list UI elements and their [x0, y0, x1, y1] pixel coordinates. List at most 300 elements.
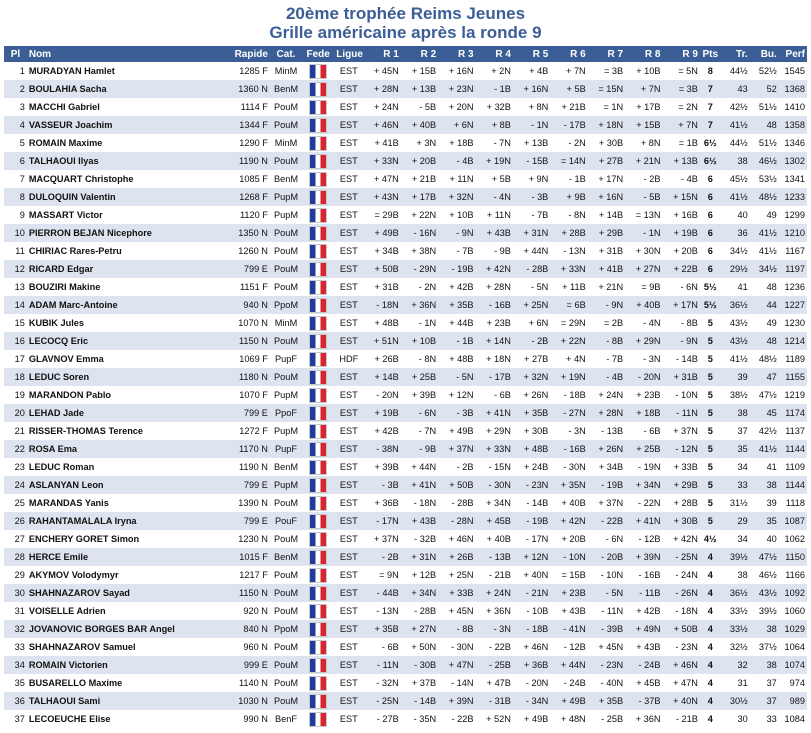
league-cell: EST: [334, 332, 363, 350]
league-cell: EST: [334, 296, 363, 314]
round-1-cell: + 49B: [363, 224, 400, 242]
round-2-cell: - 28B: [401, 602, 438, 620]
round-7-cell: - 13B: [588, 422, 625, 440]
round-8-cell: - 4N: [625, 314, 662, 332]
rating-cell: 1150 N: [226, 584, 270, 602]
column-header: Cat.: [270, 46, 302, 62]
federation-cell: [302, 206, 334, 224]
federation-cell: [302, 584, 334, 602]
round-4-cell: - 15N: [476, 458, 513, 476]
round-8-cell: - 3N: [625, 350, 662, 368]
points-cell: 4: [700, 602, 721, 620]
round-1-cell: - 17N: [363, 512, 400, 530]
points-cell: 5: [700, 332, 721, 350]
federation-cell: [302, 656, 334, 674]
performance-cell: 1155: [779, 368, 807, 386]
round-8-cell: - 6B: [625, 422, 662, 440]
league-cell: EST: [334, 80, 363, 98]
round-4-cell: - 13B: [476, 548, 513, 566]
category-cell: PouM: [270, 242, 302, 260]
player-name-cell: AKYMOV Volodymyr: [27, 566, 226, 584]
round-1-cell: + 48B: [363, 314, 400, 332]
performance-cell: 1227: [779, 296, 807, 314]
round-6-cell: + 22N: [550, 332, 587, 350]
france-flag-icon: [309, 442, 327, 457]
tiebreak-bu-cell: 41½: [750, 242, 779, 260]
points-cell: 4: [700, 710, 721, 728]
round-4-cell: + 18N: [476, 350, 513, 368]
round-2-cell: + 17B: [401, 188, 438, 206]
round-1-cell: = 29B: [363, 206, 400, 224]
rating-cell: 799 E: [226, 476, 270, 494]
table-row: [4, 98, 807, 116]
round-1-cell: = 9N: [363, 566, 400, 584]
table-row: [4, 242, 807, 260]
standings-table: [4, 46, 807, 728]
tiebreak-bu-cell: 48: [750, 278, 779, 296]
round-9-cell: + 40N: [662, 692, 699, 710]
round-4-cell: + 36N: [476, 602, 513, 620]
round-9-cell: + 46N: [662, 656, 699, 674]
round-5-cell: + 12N: [513, 548, 550, 566]
player-name-cell: BUSARELLO Maxime: [27, 674, 226, 692]
rating-cell: 1085 F: [226, 170, 270, 188]
round-8-cell: + 36N: [625, 710, 662, 728]
round-7-cell: - 22B: [588, 512, 625, 530]
rating-cell: 1150 N: [226, 332, 270, 350]
points-cell: 4: [700, 692, 721, 710]
rating-cell: 1260 N: [226, 242, 270, 260]
round-5-cell: - 5N: [513, 278, 550, 296]
round-2-cell: + 50N: [401, 638, 438, 656]
round-9-cell: + 16B: [662, 206, 699, 224]
category-cell: PupF: [270, 440, 302, 458]
round-6-cell: = 14N: [550, 152, 587, 170]
france-flag-icon: [309, 640, 327, 655]
tiebreak-tr-cell: 36½: [721, 584, 750, 602]
tiebreak-tr-cell: 37: [721, 422, 750, 440]
tiebreak-tr-cell: 34: [721, 530, 750, 548]
round-9-cell: - 8B: [662, 314, 699, 332]
round-3-cell: + 49B: [438, 422, 475, 440]
round-4-cell: + 11N: [476, 206, 513, 224]
france-flag-icon: [309, 262, 327, 277]
rank-cell: 30: [4, 584, 27, 602]
category-cell: PouM: [270, 152, 302, 170]
federation-cell: [302, 440, 334, 458]
round-4-cell: - 30N: [476, 476, 513, 494]
round-3-cell: + 50B: [438, 476, 475, 494]
round-6-cell: + 28B: [550, 224, 587, 242]
round-9-cell: + 29B: [662, 476, 699, 494]
round-4-cell: - 6B: [476, 386, 513, 404]
round-2-cell: + 22N: [401, 206, 438, 224]
france-flag-icon: [309, 370, 327, 385]
round-9-cell: = 1B: [662, 134, 699, 152]
round-9-cell: + 37N: [662, 422, 699, 440]
tiebreak-bu-cell: 39: [750, 494, 779, 512]
round-8-cell: + 21N: [625, 152, 662, 170]
column-header: Tr.: [721, 46, 750, 62]
player-name-cell: ROMAIN Victorien: [27, 656, 226, 674]
tiebreak-tr-cell: 39: [721, 368, 750, 386]
league-cell: EST: [334, 260, 363, 278]
round-5-cell: - 15B: [513, 152, 550, 170]
league-cell: EST: [334, 530, 363, 548]
tiebreak-tr-cell: 44½: [721, 134, 750, 152]
tiebreak-tr-cell: 40: [721, 206, 750, 224]
round-6-cell: + 42N: [550, 512, 587, 530]
rating-cell: 940 N: [226, 296, 270, 314]
round-3-cell: + 37N: [438, 440, 475, 458]
federation-cell: [302, 710, 334, 728]
rank-cell: 10: [4, 224, 27, 242]
player-name-cell: LEDUC Roman: [27, 458, 226, 476]
round-4-cell: + 34N: [476, 494, 513, 512]
league-cell: EST: [334, 638, 363, 656]
round-1-cell: + 24N: [363, 98, 400, 116]
points-cell: 5: [700, 350, 721, 368]
league-cell: EST: [334, 98, 363, 116]
table-row: [4, 548, 807, 566]
points-cell: 5: [700, 386, 721, 404]
league-cell: EST: [334, 278, 363, 296]
round-2-cell: + 27N: [401, 620, 438, 638]
table-row: [4, 476, 807, 494]
round-1-cell: + 51N: [363, 332, 400, 350]
round-8-cell: + 30N: [625, 242, 662, 260]
round-7-cell: + 18N: [588, 116, 625, 134]
rank-cell: 32: [4, 620, 27, 638]
round-9-cell: - 25N: [662, 548, 699, 566]
round-7-cell: = 2B: [588, 314, 625, 332]
round-2-cell: + 20B: [401, 152, 438, 170]
performance-cell: 1118: [779, 494, 807, 512]
round-2-cell: - 18N: [401, 494, 438, 512]
federation-cell: [302, 512, 334, 530]
federation-cell: [302, 620, 334, 638]
tiebreak-bu-cell: 41½: [750, 440, 779, 458]
round-7-cell: - 10N: [588, 566, 625, 584]
federation-cell: [302, 350, 334, 368]
rank-cell: 12: [4, 260, 27, 278]
round-5-cell: - 7B: [513, 206, 550, 224]
round-1-cell: - 38N: [363, 440, 400, 458]
round-4-cell: + 42N: [476, 260, 513, 278]
round-5-cell: - 10B: [513, 602, 550, 620]
round-2-cell: + 43B: [401, 512, 438, 530]
player-name-cell: HERCE Emile: [27, 548, 226, 566]
rank-cell: 1: [4, 62, 27, 80]
round-9-cell: - 4B: [662, 170, 699, 188]
round-7-cell: + 35B: [588, 692, 625, 710]
tiebreak-bu-cell: 48: [750, 116, 779, 134]
league-cell: EST: [334, 548, 363, 566]
points-cell: 6: [700, 260, 721, 278]
round-4-cell: - 22B: [476, 638, 513, 656]
tiebreak-tr-cell: 41: [721, 278, 750, 296]
round-3-cell: - 30N: [438, 638, 475, 656]
round-7-cell: + 41B: [588, 260, 625, 278]
league-cell: EST: [334, 566, 363, 584]
round-2-cell: + 41N: [401, 476, 438, 494]
tiebreak-bu-cell: 46½: [750, 152, 779, 170]
round-2-cell: - 30B: [401, 656, 438, 674]
round-2-cell: + 13B: [401, 80, 438, 98]
france-flag-icon: [309, 100, 327, 115]
round-6-cell: - 2N: [550, 134, 587, 152]
player-name-cell: VASSEUR Joachim: [27, 116, 226, 134]
federation-cell: [302, 386, 334, 404]
round-5-cell: + 46N: [513, 638, 550, 656]
round-2-cell: + 37B: [401, 674, 438, 692]
round-8-cell: + 7N: [625, 80, 662, 98]
round-3-cell: - 1B: [438, 332, 475, 350]
round-5-cell: + 35B: [513, 404, 550, 422]
tiebreak-tr-cell: 41½: [721, 350, 750, 368]
table-row: [4, 638, 807, 656]
performance-cell: 1197: [779, 260, 807, 278]
round-9-cell: + 7N: [662, 116, 699, 134]
round-8-cell: + 10B: [625, 62, 662, 80]
points-cell: 6: [700, 242, 721, 260]
rank-cell: 9: [4, 206, 27, 224]
round-2-cell: + 12B: [401, 566, 438, 584]
page-title: 20ème trophée Reims Jeunes: [285, 4, 526, 23]
round-4-cell: + 43B: [476, 224, 513, 242]
league-cell: EST: [334, 206, 363, 224]
round-3-cell: + 47N: [438, 656, 475, 674]
france-flag-icon: [309, 82, 327, 97]
round-4-cell: - 3N: [476, 620, 513, 638]
table-row: [4, 530, 807, 548]
round-9-cell: = 2N: [662, 98, 699, 116]
points-cell: 7: [700, 80, 721, 98]
france-flag-icon: [309, 676, 327, 691]
round-7-cell: + 30B: [588, 134, 625, 152]
league-cell: EST: [334, 368, 363, 386]
round-1-cell: - 18N: [363, 296, 400, 314]
tiebreak-tr-cell: 33½: [721, 602, 750, 620]
column-header: R 4: [476, 46, 513, 62]
tiebreak-bu-cell: 52½: [750, 62, 779, 80]
round-6-cell: - 41N: [550, 620, 587, 638]
points-cell: 5½: [700, 296, 721, 314]
rating-cell: 1170 N: [226, 440, 270, 458]
round-5-cell: + 36B: [513, 656, 550, 674]
rating-cell: 960 N: [226, 638, 270, 656]
round-7-cell: - 6N: [588, 530, 625, 548]
performance-cell: 1214: [779, 332, 807, 350]
round-7-cell: + 45N: [588, 638, 625, 656]
tiebreak-tr-cell: 30½: [721, 692, 750, 710]
round-2-cell: - 29N: [401, 260, 438, 278]
points-cell: 6: [700, 188, 721, 206]
tiebreak-tr-cell: 36½: [721, 296, 750, 314]
round-1-cell: + 45N: [363, 62, 400, 80]
category-cell: PouM: [270, 584, 302, 602]
tiebreak-bu-cell: 48½: [750, 188, 779, 206]
category-cell: BenM: [270, 458, 302, 476]
round-9-cell: - 23N: [662, 638, 699, 656]
round-9-cell: - 11N: [662, 404, 699, 422]
performance-cell: 1062: [779, 530, 807, 548]
performance-cell: 1167: [779, 242, 807, 260]
rating-cell: 990 N: [226, 710, 270, 728]
round-4-cell: - 31B: [476, 692, 513, 710]
round-5-cell: + 24B: [513, 458, 550, 476]
round-4-cell: + 33N: [476, 440, 513, 458]
player-name-cell: MASSART Victor: [27, 206, 226, 224]
round-1-cell: + 43N: [363, 188, 400, 206]
round-6-cell: + 43B: [550, 602, 587, 620]
france-flag-icon: [309, 316, 327, 331]
table-row: [4, 224, 807, 242]
category-cell: PouM: [270, 692, 302, 710]
round-9-cell: - 9N: [662, 332, 699, 350]
rank-cell: 28: [4, 548, 27, 566]
round-6-cell: - 18B: [550, 386, 587, 404]
round-4-cell: + 29N: [476, 422, 513, 440]
round-5-cell: + 4B: [513, 62, 550, 80]
round-1-cell: - 27B: [363, 710, 400, 728]
player-name-cell: JOVANOVIC BORGES BAR Angel: [27, 620, 226, 638]
player-name-cell: LECOCQ Eric: [27, 332, 226, 350]
rank-cell: 19: [4, 386, 27, 404]
league-cell: EST: [334, 116, 363, 134]
round-6-cell: - 3N: [550, 422, 587, 440]
tiebreak-tr-cell: 39½: [721, 548, 750, 566]
player-name-cell: GLAVNOV Emma: [27, 350, 226, 368]
league-cell: EST: [334, 458, 363, 476]
federation-cell: [302, 188, 334, 206]
round-9-cell: - 26N: [662, 584, 699, 602]
federation-cell: [302, 548, 334, 566]
round-8-cell: - 11B: [625, 584, 662, 602]
round-6-cell: - 10N: [550, 548, 587, 566]
tiebreak-bu-cell: 49: [750, 206, 779, 224]
category-cell: PupM: [270, 188, 302, 206]
points-cell: 4: [700, 548, 721, 566]
round-7-cell: + 37N: [588, 494, 625, 512]
rating-cell: 1360 N: [226, 80, 270, 98]
federation-cell: [302, 62, 334, 80]
category-cell: PouM: [270, 566, 302, 584]
performance-cell: 1358: [779, 116, 807, 134]
rank-cell: 3: [4, 98, 27, 116]
rank-cell: 14: [4, 296, 27, 314]
round-4-cell: - 4N: [476, 188, 513, 206]
rank-cell: 16: [4, 332, 27, 350]
round-3-cell: - 28N: [438, 512, 475, 530]
tiebreak-tr-cell: 38: [721, 404, 750, 422]
round-3-cell: + 46N: [438, 530, 475, 548]
rating-cell: 840 N: [226, 620, 270, 638]
round-3-cell: + 48B: [438, 350, 475, 368]
round-9-cell: = 3B: [662, 80, 699, 98]
round-9-cell: + 31B: [662, 368, 699, 386]
performance-cell: 1368: [779, 80, 807, 98]
round-8-cell: - 37B: [625, 692, 662, 710]
tiebreak-bu-cell: 35: [750, 512, 779, 530]
league-cell: EST: [334, 224, 363, 242]
player-name-cell: ENCHERY GORET Simon: [27, 530, 226, 548]
player-name-cell: PIERRON BEJAN Nicephore: [27, 224, 226, 242]
round-6-cell: = 6B: [550, 296, 587, 314]
points-cell: 5: [700, 422, 721, 440]
rating-cell: 1230 N: [226, 530, 270, 548]
tiebreak-bu-cell: 49: [750, 314, 779, 332]
round-5-cell: - 23N: [513, 476, 550, 494]
points-cell: 7: [700, 116, 721, 134]
round-6-cell: - 17B: [550, 116, 587, 134]
table-row: [4, 404, 807, 422]
league-cell: EST: [334, 476, 363, 494]
round-4-cell: + 52N: [476, 710, 513, 728]
category-cell: PupM: [270, 386, 302, 404]
player-name-cell: MACQUART Christophe: [27, 170, 226, 188]
league-cell: EST: [334, 152, 363, 170]
round-4-cell: - 25B: [476, 656, 513, 674]
tiebreak-tr-cell: 38: [721, 152, 750, 170]
rating-cell: 1390 N: [226, 494, 270, 512]
column-header: R 3: [438, 46, 475, 62]
round-3-cell: + 10B: [438, 206, 475, 224]
france-flag-icon: [309, 298, 327, 313]
player-name-cell: MARANDON Pablo: [27, 386, 226, 404]
points-cell: 6½: [700, 134, 721, 152]
round-9-cell: + 42N: [662, 530, 699, 548]
round-2-cell: + 21B: [401, 170, 438, 188]
round-7-cell: - 5N: [588, 584, 625, 602]
performance-cell: 1233: [779, 188, 807, 206]
performance-cell: 1137: [779, 422, 807, 440]
performance-cell: 1174: [779, 404, 807, 422]
round-4-cell: + 19N: [476, 152, 513, 170]
round-8-cell: + 29N: [625, 332, 662, 350]
tiebreak-bu-cell: 43½: [750, 584, 779, 602]
rank-cell: 22: [4, 440, 27, 458]
round-9-cell: - 18N: [662, 602, 699, 620]
tiebreak-bu-cell: 39½: [750, 602, 779, 620]
round-6-cell: - 8N: [550, 206, 587, 224]
france-flag-icon: [309, 136, 327, 151]
table-body: [4, 62, 807, 728]
tiebreak-tr-cell: 35: [721, 440, 750, 458]
column-header: R 1: [363, 46, 400, 62]
performance-cell: 1060: [779, 602, 807, 620]
rating-cell: 1285 F: [226, 62, 270, 80]
rank-cell: 34: [4, 656, 27, 674]
category-cell: PupM: [270, 476, 302, 494]
table-row: [4, 692, 807, 710]
round-8-cell: + 39N: [625, 548, 662, 566]
round-4-cell: + 5B: [476, 170, 513, 188]
round-5-cell: + 16N: [513, 80, 550, 98]
tiebreak-bu-cell: 33: [750, 710, 779, 728]
round-3-cell: + 6N: [438, 116, 475, 134]
table-row: [4, 260, 807, 278]
round-3-cell: - 9N: [438, 224, 475, 242]
round-9-cell: + 30B: [662, 512, 699, 530]
points-cell: 4½: [700, 530, 721, 548]
round-8-cell: = 9B: [625, 278, 662, 296]
tiebreak-tr-cell: 34½: [721, 242, 750, 260]
tiebreak-tr-cell: 42½: [721, 98, 750, 116]
player-name-cell: MACCHI Gabriel: [27, 98, 226, 116]
round-6-cell: + 7N: [550, 62, 587, 80]
table-row: [4, 458, 807, 476]
